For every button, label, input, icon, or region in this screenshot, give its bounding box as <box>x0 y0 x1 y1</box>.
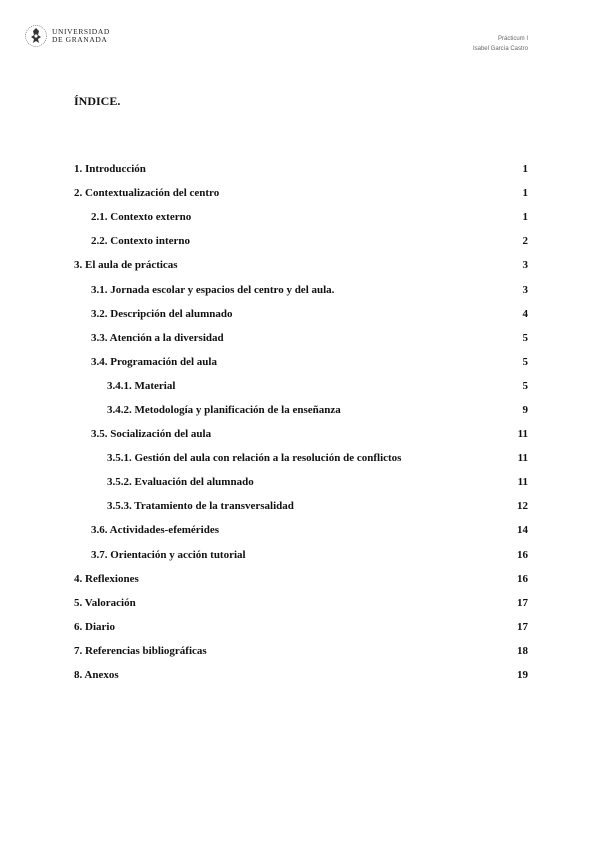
toc-entry[interactable] <box>74 567 528 591</box>
toc-entry-page: 4 <box>522 307 528 320</box>
toc-entry[interactable] <box>74 326 528 350</box>
toc-entry-page: 5 <box>522 331 528 344</box>
toc-entry-label: 8. Anexos <box>74 669 119 682</box>
course-name: Prácticum I <box>497 36 528 42</box>
toc-entry-label: 3.5. Socialización del aula <box>91 428 212 441</box>
toc-entry-page: 16 <box>517 572 528 585</box>
toc-entry-page: 3 <box>522 283 528 296</box>
toc-entry-page: 17 <box>517 620 528 633</box>
toc-entry-label: 3.7. Orientación y acción tutorial <box>91 548 246 561</box>
toc-entry[interactable] <box>74 543 528 567</box>
toc-entry-page: 1 <box>522 163 528 176</box>
toc-entry[interactable] <box>74 663 528 687</box>
toc-entry-label: 1. Introducción <box>74 163 146 176</box>
toc-entry[interactable] <box>74 181 528 205</box>
toc-entry-page: 12 <box>517 500 528 513</box>
toc-entry[interactable] <box>74 591 528 615</box>
toc-entry-label: 7. Referencias bibliográficas <box>74 644 207 657</box>
toc-entry-label: 3. El aula de prácticas <box>74 259 178 272</box>
toc-entry[interactable] <box>74 398 528 422</box>
toc-entry-label: 3.1. Jornada escolar y espacios del centro y del aula. <box>91 283 335 296</box>
toc-entry-page: 11 <box>517 476 528 489</box>
toc-entry-label: 2.1. Contexto externo <box>91 211 192 224</box>
toc-entry-page: 5 <box>522 355 528 368</box>
toc-entry[interactable] <box>74 639 528 663</box>
toc-entry-page: 17 <box>517 596 528 609</box>
toc-entry-label: 4. Reflexiones <box>74 572 139 585</box>
toc-entry-label: 3.4.2. Metodología y planificación de la enseñanza <box>107 403 341 416</box>
toc-entry[interactable] <box>74 422 528 446</box>
toc-entry-label: 2.2. Contexto interno <box>91 235 190 248</box>
toc-entry-label: 6. Diario <box>74 620 115 633</box>
toc-entry-label: 3.2. Descripción del alumnado <box>91 307 233 320</box>
toc-entry-label: 3.6. Actividades-efemérides <box>91 524 219 537</box>
toc-entry-label: 3.4.1. Material <box>107 379 176 392</box>
toc-entry-page: 9 <box>522 403 528 416</box>
toc-entry-page: 16 <box>517 548 528 561</box>
toc-entry[interactable] <box>74 446 528 470</box>
toc-entry-page: 18 <box>517 644 528 657</box>
toc-entry[interactable] <box>74 615 528 639</box>
toc-entry-label: 3.4. Programación del aula <box>91 355 217 368</box>
toc-entry-label: 3.5.1. Gestión del aula con relación a la resolución de conflictos <box>107 452 402 465</box>
toc-entry[interactable] <box>74 253 528 277</box>
toc-entry-page: 11 <box>517 452 528 465</box>
university-logo <box>25 24 110 48</box>
toc-entry[interactable] <box>74 205 528 229</box>
toc-entry-label: 3.5.2. Evaluación del alumnado <box>107 476 254 489</box>
toc-entry-page: 2 <box>522 235 528 248</box>
toc-entry-page: 11 <box>517 428 528 441</box>
toc-entry-label: 2. Contextualización del centro <box>74 187 220 200</box>
toc-entry-page: 1 <box>522 187 528 200</box>
university-name-line2: DE GRANADA <box>52 35 108 44</box>
toc-entry[interactable] <box>74 374 528 398</box>
toc-entry-label: 3.5.3. Tratamiento de la transversalidad <box>107 500 294 513</box>
toc-entry[interactable] <box>74 157 528 181</box>
toc-entry[interactable] <box>74 302 528 326</box>
toc-entry-page: 19 <box>517 669 528 682</box>
university-name-line1: UNIVERSIDAD <box>52 27 110 36</box>
page-header-info <box>473 34 528 54</box>
toc-entry[interactable] <box>74 350 528 374</box>
toc-entry[interactable] <box>74 277 528 301</box>
toc-entry-page: 3 <box>522 259 528 272</box>
author-name: Isabel García Castro <box>472 46 528 52</box>
toc-entry-label: 5. Valoración <box>74 596 136 609</box>
table-of-contents <box>74 157 528 687</box>
toc-entry[interactable] <box>74 470 528 494</box>
toc-entry[interactable] <box>74 229 528 253</box>
toc-entry[interactable] <box>74 518 528 542</box>
university-crest-icon <box>25 24 47 48</box>
toc-entry-page: 1 <box>522 211 528 224</box>
toc-title: ÍNDICE. <box>74 94 121 108</box>
university-name <box>52 28 110 44</box>
toc-entry[interactable] <box>74 494 528 518</box>
toc-entry-page: 5 <box>522 379 528 392</box>
toc-entry-label: 3.3. Atención a la diversidad <box>91 331 224 344</box>
toc-entry-page: 14 <box>517 524 528 537</box>
